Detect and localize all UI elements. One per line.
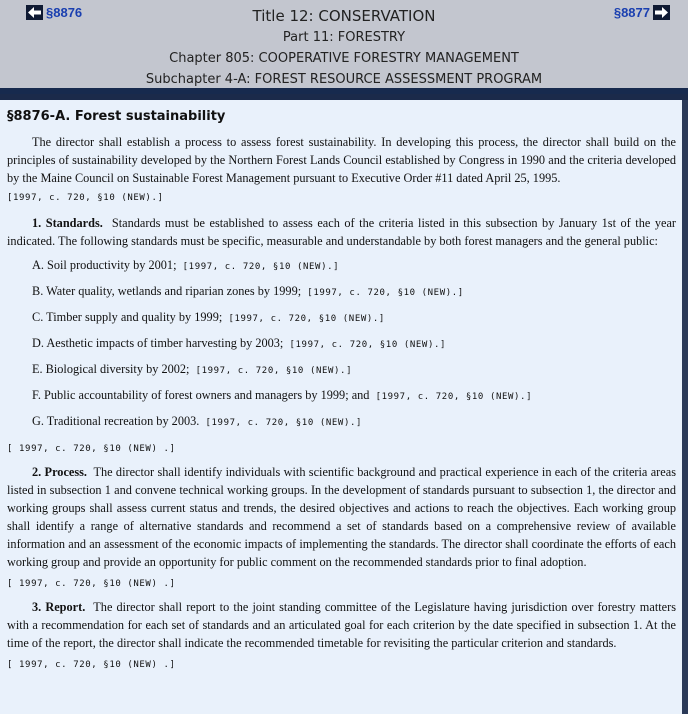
list-item: E. Biological diversity by 2002; [1997, c. 720, §10 (NEW).] bbox=[32, 362, 353, 376]
subsection-1-history: [ 1997, c. 720, §10 (NEW) .] bbox=[7, 444, 176, 454]
subsection-3-heading: 3. Report. bbox=[32, 600, 86, 614]
window-edge bbox=[682, 100, 688, 714]
header bbox=[0, 0, 688, 94]
intro-history: [1997, c. 720, §10 (NEW).] bbox=[7, 193, 164, 203]
list-item: D. Aesthetic impacts of timber harvesting by 2003; [1997, c. 720, §10 (NEW).] bbox=[32, 336, 446, 350]
next-section-label[interactable]: §8877 bbox=[613, 5, 650, 20]
subsection-1-heading: 1. Standards. bbox=[32, 216, 103, 230]
intro-paragraph bbox=[7, 133, 676, 187]
list-item: C. Timber supply and quality by 1999; [1997, c. 720, §10 (NEW).] bbox=[32, 310, 385, 324]
subsection-3-history: [ 1997, c. 720, §10 (NEW) .] bbox=[7, 660, 176, 670]
subsection-2-history: [ 1997, c. 720, §10 (NEW) .] bbox=[7, 579, 176, 589]
subsection-3 bbox=[7, 598, 676, 652]
subsection-2-text: The director shall identify individuals with scientific background and practical experience in each of the criteria areas listed in subsection 1 and convene technical working groups. In the development of standards pursuant to subsection 1, the director and working groups shall assess current status and trends, the desired objectives and actions to reach the objectives. Each working group shall identify a range of alternative standards and recommend a set of standards based on a comprehensive review of available information and an assessment of the economic impacts of implementing the standards. The director shall coordinate the efforts of each working group and provide an opportunity for public comment on the recommended standards prior to final adoption. bbox=[7, 465, 676, 569]
statute-body bbox=[0, 100, 682, 714]
subsection-2-heading: 2. Process. bbox=[32, 465, 88, 479]
prev-section-label[interactable]: §8876 bbox=[46, 5, 83, 20]
list-item: F. Public accountability of forest owners and managers by 1999; and [1997, c. 720, §10 (NEW).] bbox=[32, 388, 533, 402]
subsection-1-text: Standards must be established to assess each of the criteria listed in this subsection by January 1st of the year indicated. The following standards must be specific, measurable and understandable by both forest managers and the general public: bbox=[7, 216, 676, 248]
chapter-heading: Chapter 805: COOPERATIVE FORESTRY MANAGEMENT bbox=[169, 51, 519, 66]
subchapter-heading: Subchapter 4-A: FOREST RESOURCE ASSESSMENT PROGRAM bbox=[145, 72, 543, 87]
list-item: A. Soil productivity by 2001; [1997, c. 720, §10 (NEW).] bbox=[32, 258, 340, 272]
subsection-2 bbox=[7, 463, 676, 571]
part-heading: Part 11: FORESTRY bbox=[282, 30, 406, 45]
subsection-1 bbox=[7, 214, 676, 250]
title-heading: Title 12: CONSERVATION bbox=[252, 7, 436, 25]
section-title: §8876-A. Forest sustainability bbox=[7, 109, 226, 124]
subsection-3-text: The director shall report to the joint standing committee of the Legislature having jurisdiction over forestry matters with a recommendation for each set of standards and an articulated goal for each criterion by the date specified in subsection 1. At the time of the report, the director shall indicate the recommended timetable for revisiting the particular criterion and standards. bbox=[7, 600, 677, 650]
intro-text: The director shall establish a process to assess forest sustainability. In developing this process, the director shall build on the principles of sustainability developed by the Northern Forest Lands Council established by Congress in 1990 and the criteria developed by the Maine Council on Sustainable Forest Management pursuant to Executive Order #11 dated April 25, 1995. bbox=[7, 135, 676, 185]
list-item: G. Traditional recreation by 2003. [1997, c. 720, §10 (NEW).] bbox=[32, 414, 362, 428]
list-item: B. Water quality, wetlands and riparian zones by 1999; [1997, c. 720, §10 (NEW).] bbox=[32, 284, 464, 298]
